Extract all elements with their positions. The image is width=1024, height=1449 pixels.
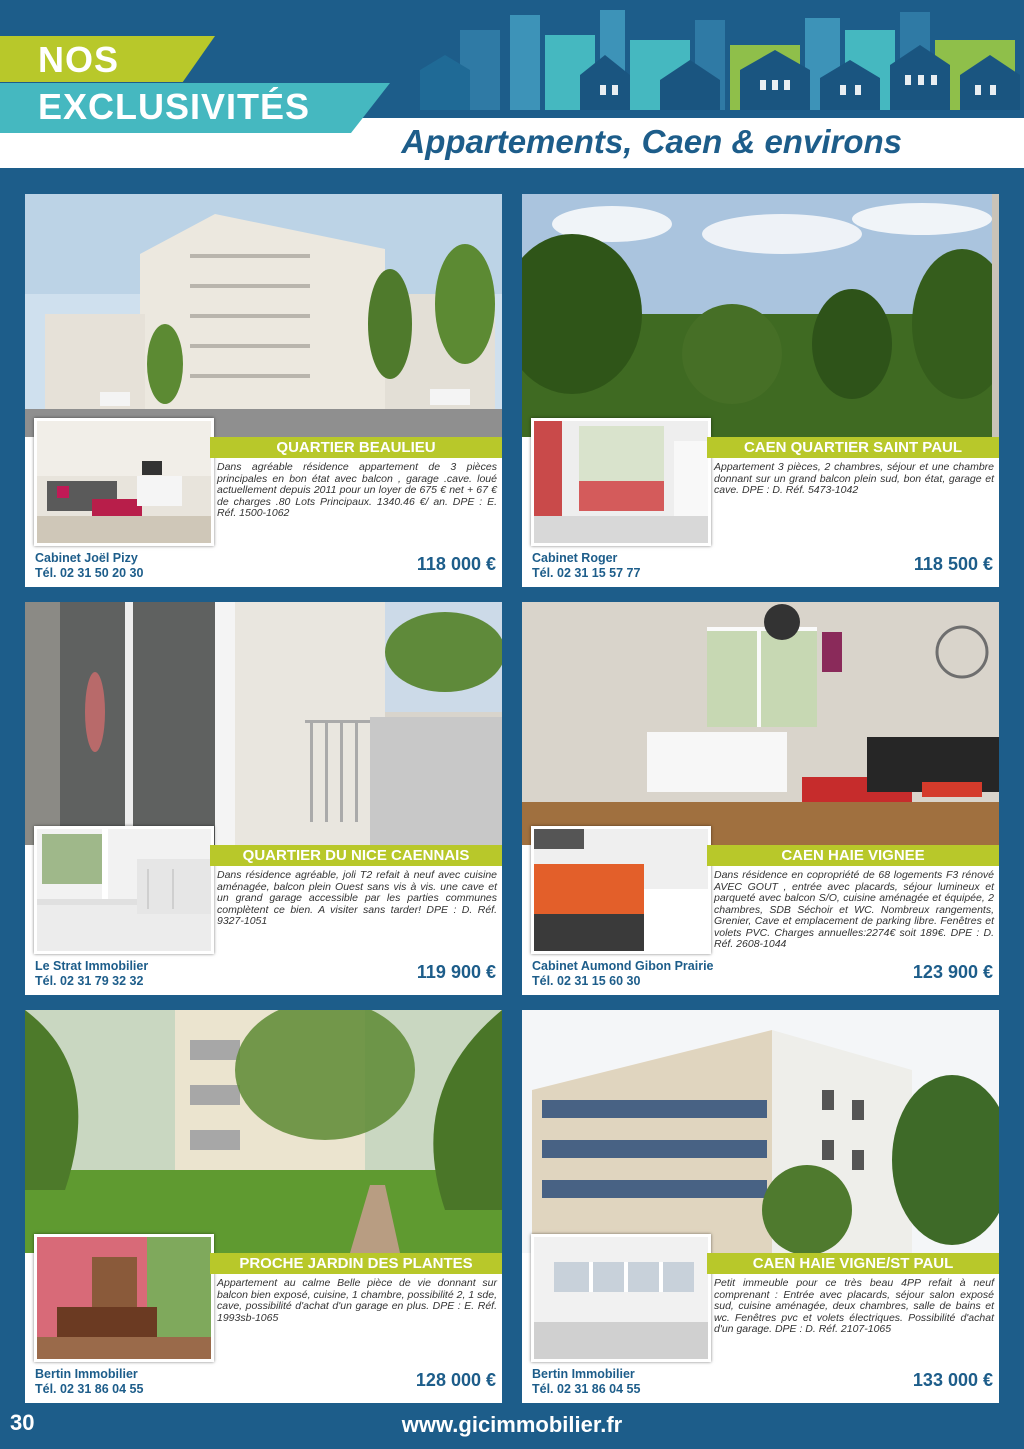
agency-phone: Tél. 02 31 15 60 30 xyxy=(532,974,641,988)
listing-photo xyxy=(25,602,502,845)
listing-agency xyxy=(35,959,148,989)
listing-description: Petit immeuble pour ce très beau 4PP refait à neuf comprenant : Entrée avec placards, séjour salon exposé sud, cuisine aménagée, deux chambres, salle de bains et wc. Fenêtres pvc et volets électriques. Possibilité d'achat d'un garage. DPE : D. Réf. 2107-1065 xyxy=(714,1277,994,1335)
listing-card[interactable] xyxy=(522,1010,999,1403)
listing-price: 119 900 € xyxy=(416,962,496,982)
listing-description: Dans agréable résidence appartement de 3 pièces principales en bon état avec balcon , garage .cave. loué actuellement depuis 2011 pour un loyer de 675 € net + 67 € de charges .80 Lots Principaux. 1340.46 €/ an. DPE : E. Réf. 1500-1062 xyxy=(217,461,497,519)
listing-photo xyxy=(25,194,502,437)
listing-title: CAEN HAIE VIGNEE xyxy=(707,845,999,866)
listing-thumbnail xyxy=(34,826,214,954)
section-title: Appartements, Caen & environs xyxy=(401,123,902,160)
listing-price: 123 900 € xyxy=(912,962,993,982)
tag-nos: NOS xyxy=(38,39,120,80)
listing-thumbnail xyxy=(531,1234,711,1362)
listing-agency xyxy=(532,1367,640,1397)
listing-card[interactable] xyxy=(25,194,502,587)
listing-description: Dans résidence agréable, joli T2 refait à neuf avec cuisine aménagée, balcon plein Ouest sans vis à vis. une cave et un grand garage accessible par les parties communes complètent ce bien. A visiter sans tarder! DPE : D. Réf. 9327-1051 xyxy=(217,869,497,927)
listing-card[interactable] xyxy=(25,602,502,995)
listing-title: CAEN HAIE VIGNE/ST PAUL xyxy=(707,1253,999,1274)
listing-photo xyxy=(522,602,999,845)
listing-agency xyxy=(532,551,640,581)
listing-description: Appartement au calme Belle pièce de vie donnant sur balcon bien exposé, cuisine, 1 chambre, possibilité 2, 1 sde, cave, possibilité d'achat d'un garage en plus. DPE : E. Réf. 1993sb-1065 xyxy=(217,1277,497,1324)
page-number: 30 xyxy=(10,1410,35,1435)
agency-phone: Tél. 02 31 86 04 55 xyxy=(532,1382,641,1396)
agency-phone: Tél. 02 31 15 57 77 xyxy=(532,566,641,580)
listing-card[interactable] xyxy=(522,602,999,995)
listing-thumbnail xyxy=(34,418,214,546)
page-header xyxy=(0,0,1024,185)
listing-description: Appartement 3 pièces, 2 chambres, séjour et une chambre donnant sur un grand balcon plein sud, bon état, garage et cave. DPE : D. Réf. 5473-1042 xyxy=(714,461,994,496)
listing-photo xyxy=(522,1010,999,1253)
agency-phone: Tél. 02 31 50 20 30 xyxy=(35,566,144,580)
agency-name: Bertin Immobilier xyxy=(532,1367,635,1381)
agency-phone: Tél. 02 31 86 04 55 xyxy=(35,1382,144,1396)
listing-card[interactable] xyxy=(25,1010,502,1403)
agency-phone: Tél. 02 31 79 32 32 xyxy=(35,974,144,988)
listing-title: PROCHE JARDIN DES PLANTES xyxy=(210,1253,502,1274)
agency-name: Cabinet Roger xyxy=(532,551,618,565)
agency-name: Bertin Immobilier xyxy=(35,1367,138,1381)
listing-title: QUARTIER DU NICE CAENNAIS xyxy=(210,845,502,866)
listing-thumbnail xyxy=(34,1234,214,1362)
listing-thumbnail xyxy=(531,418,711,546)
agency-name: Cabinet Joël Pizy xyxy=(35,551,138,565)
listing-photo xyxy=(25,1010,502,1253)
tag-exclusivites: EXCLUSIVITÉS xyxy=(38,86,311,127)
listing-agency xyxy=(35,551,143,581)
listing-price: 118 000 € xyxy=(416,554,496,574)
agency-name: Cabinet Aumond Gibon Prairie xyxy=(532,959,714,973)
listing-photo xyxy=(522,194,999,437)
listing-title: CAEN QUARTIER SAINT PAUL xyxy=(707,437,999,458)
website-link[interactable]: www.gicimmobilier.fr xyxy=(401,1412,623,1437)
agency-name: Le Strat Immobilier xyxy=(35,959,149,973)
listing-title: QUARTIER BEAULIEU xyxy=(210,437,502,458)
listing-thumbnail xyxy=(531,826,711,954)
listing-price: 133 000 € xyxy=(912,1370,993,1390)
listing-price: 128 000 € xyxy=(415,1370,496,1390)
listing-description: Dans résidence en copropriété de 68 logements F3 rénové AVEC GOUT , entrée avec placards, séjour lumineux et parqueté avec balcon S/O, cuisine aménagée et équipée, 2 chambres, SDB Séchoir et WC. Nombreux rangements, Grenier, Cave et emplacement de parking libre. Fenêtres et volets PVC. Charges annuelles:2274€ soit 189€. DPE : D. Réf. 2608-1044 xyxy=(714,869,994,950)
listing-agency xyxy=(35,1367,143,1397)
listing-price: 118 500 € xyxy=(913,554,993,574)
city-skyline-illustration xyxy=(400,0,1024,110)
listing-agency xyxy=(532,959,714,989)
listing-card[interactable] xyxy=(522,194,999,587)
